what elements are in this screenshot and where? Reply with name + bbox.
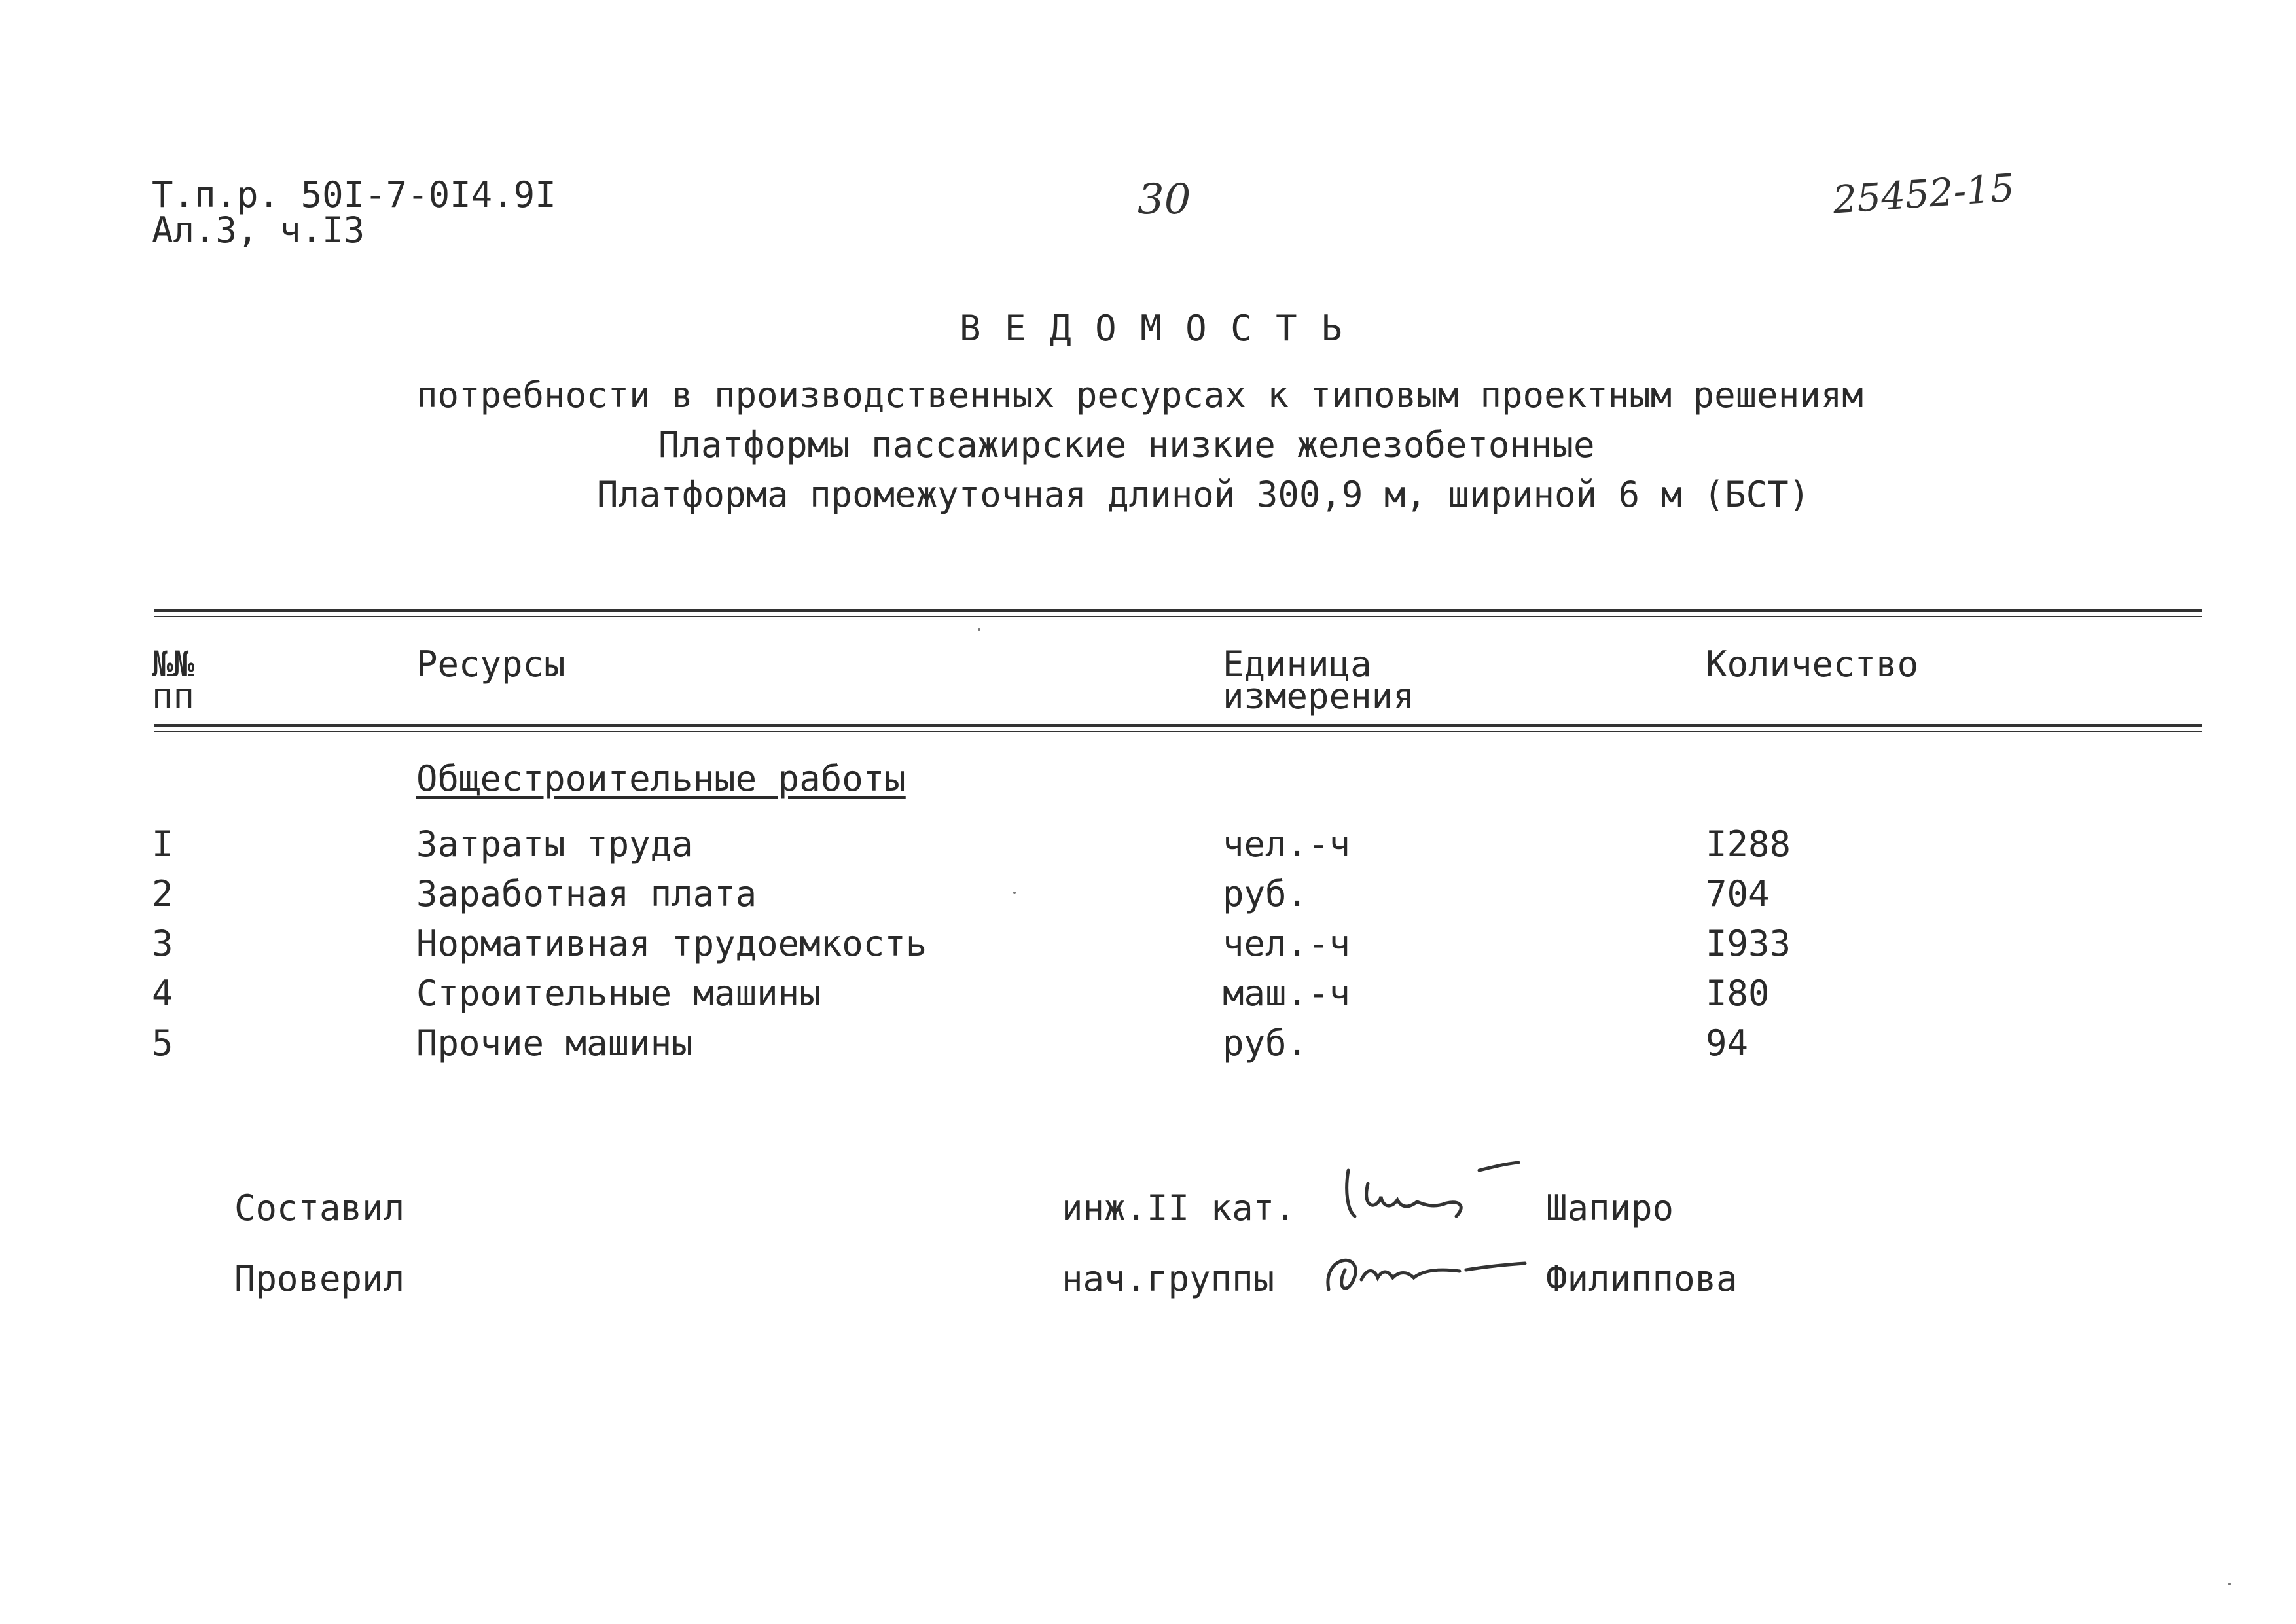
checked-name: Филиппова [1546,1258,1738,1299]
row-num: 2 [152,873,173,914]
page-number: 30 [1138,175,1191,224]
col-header-resources: Ресурсы [416,643,565,685]
col-header-num-2: пп [152,676,195,717]
row-unit: маш.-ч [1223,973,1351,1014]
table-top-rule [154,609,2202,612]
checked-position: нач.группы [1062,1258,1275,1299]
compiled-name: Шапиро [1546,1187,1674,1229]
compiled-signature [1329,1144,1538,1242]
col-header-unit-1: Единица [1223,643,1372,685]
row-unit: чел.-ч [1223,923,1351,964]
row-num: I [152,823,173,865]
row-quantity: 94 [1706,1022,1749,1064]
row-quantity: I80 [1706,973,1770,1014]
scan-speck [1013,892,1016,894]
row-num: 3 [152,923,173,964]
row-quantity: I288 [1706,823,1791,865]
checked-label: Проверил [234,1258,405,1299]
document-heading: В Е Д О М О С Т Ь [960,308,1344,349]
doc-ref-line1: Т.п.р. 50I-7-0I4.9I [152,174,556,215]
col-header-num-1: №№ [152,643,195,685]
doc-ref-line2: Ал.3, ч.I3 [152,209,365,251]
checked-signature [1309,1231,1532,1316]
row-unit: руб. [1223,873,1308,914]
table-header-rule-thin [154,731,2202,732]
document-subtitle-2: Платформы пассажирские низкие железобетонные [658,424,1595,465]
scan-speck [978,628,980,631]
table-header-rule [154,724,2202,727]
row-resource: Нормативная трудоемкость [416,923,927,964]
compiled-position: инж.II кат. [1062,1187,1296,1229]
row-resource: Заработная плата [416,873,757,914]
row-quantity: I933 [1706,923,1791,964]
inventory-number: 25452-15 [1831,165,2016,223]
row-unit: руб. [1223,1022,1308,1064]
row-resource: Прочие машины [416,1022,693,1064]
row-resource: Затраты труда [416,823,693,865]
document-subtitle-3: Платформа промежуточная длиной 300,9 м, шириной 6 м (БСТ) [597,474,1810,515]
section-title: Общестроительные работы [416,758,906,799]
table-top-rule-thin [154,616,2202,617]
row-unit: чел.-ч [1223,823,1351,865]
row-resource: Строительные машины [416,973,821,1014]
row-num: 5 [152,1022,173,1064]
row-quantity: 704 [1706,873,1770,914]
compiled-label: Составил [234,1187,405,1229]
row-num: 4 [152,973,173,1014]
col-header-quantity: Количество [1706,643,1919,685]
scan-speck [2228,1583,2231,1585]
col-header-unit-2: измерения [1223,676,1414,717]
document-subtitle-1: потребности в производственных ресурсах к типовым проектным решениям [416,374,1863,416]
